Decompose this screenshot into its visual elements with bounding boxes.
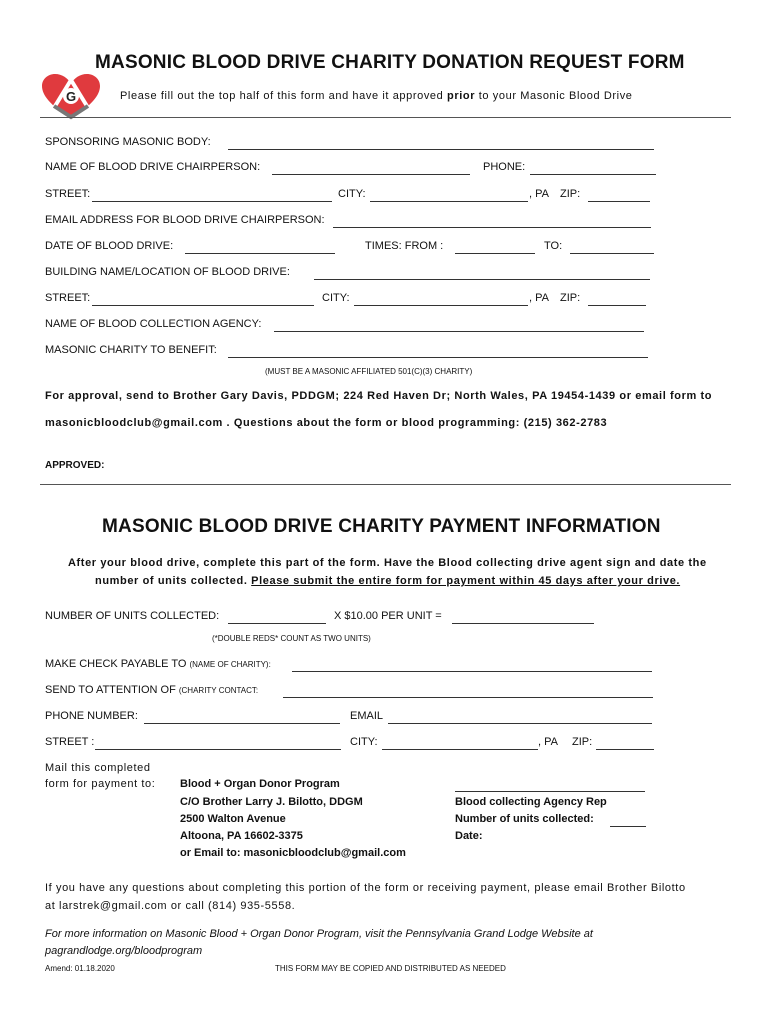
zip-label: ZIP: <box>560 188 581 200</box>
city2-label: CITY: <box>322 292 350 304</box>
street-label: STREET: <box>45 188 91 200</box>
charity-field[interactable] <box>228 344 648 358</box>
questions-line2: at larstrek@gmail.com or call (814) 935-5558. <box>45 900 296 912</box>
attention-field[interactable] <box>283 684 653 698</box>
units-collected-field[interactable] <box>610 813 646 827</box>
mail-label-line1: Mail this completed <box>45 762 151 774</box>
payment-intro-line2: number of units collected. Please submit the entire form for payment within 45 days after your drive. <box>95 575 681 587</box>
email-label: EMAIL ADDRESS FOR BLOOD DRIVE CHAIRPERSON: <box>45 214 325 226</box>
questions-line1: If you have any questions about completing this portion of the form or receiving payment, please email Brother Bilotto <box>45 882 686 894</box>
payable-label: MAKE CHECK PAYABLE TO (NAME OF CHARITY): <box>45 658 271 670</box>
payment-city-label: CITY: <box>350 736 378 748</box>
payment-intro-line1: After your blood drive, complete this part of the form. Have the Blood collecting drive agent sign and date the <box>68 557 707 569</box>
units-field[interactable] <box>228 610 326 624</box>
payment-zip-label: ZIP: <box>572 736 593 748</box>
section-divider <box>40 484 731 485</box>
payment-city-field[interactable] <box>382 736 538 750</box>
phone-field[interactable] <box>530 161 656 175</box>
payment-email-field[interactable] <box>388 710 652 724</box>
payment-zip-field[interactable] <box>596 736 654 750</box>
form-title: MASONIC BLOOD DRIVE CHARITY DONATION REQUEST FORM <box>95 52 685 73</box>
payment-phone-label: PHONE NUMBER: <box>45 710 138 722</box>
chairperson-field[interactable] <box>272 161 470 175</box>
sponsoring-body-label: SPONSORING MASONIC BODY: <box>45 136 211 148</box>
mail-label-line2: form for payment to: <box>45 778 156 790</box>
payment-email-label: EMAIL <box>350 710 384 722</box>
street-field[interactable] <box>92 188 332 202</box>
attention-label: SEND TO ATTENTION OF (CHARITY CONTACT: <box>45 684 259 696</box>
approved-signature-field[interactable] <box>120 460 440 473</box>
date-field[interactable] <box>185 240 335 254</box>
date-label: DATE OF BLOOD DRIVE: <box>45 240 174 252</box>
mail-address-line: 2500 Walton Avenue <box>180 813 286 825</box>
agency-rep-label: Blood collecting Agency Rep <box>455 796 607 808</box>
times-to-label: TO: <box>544 240 563 252</box>
approval-instructions-line2: masonicbloodclub@gmail.com . Questions about the form or blood programming: (215) 362-2783 <box>45 417 608 429</box>
times-to-field[interactable] <box>570 240 654 254</box>
email-field[interactable] <box>333 214 651 228</box>
city-label: CITY: <box>338 188 366 200</box>
agency-field[interactable] <box>274 318 644 332</box>
chairperson-label: NAME OF BLOOD DRIVE CHAIRPERSON: <box>45 161 261 173</box>
amend-date: Amend: 01.18.2020 <box>45 964 115 973</box>
more-info-line1: For more information on Masonic Blood + Organ Donor Program, visit the Pennsylvania Grand Lodge Website at <box>45 928 593 940</box>
state2-label: , PA <box>529 292 549 304</box>
city2-field[interactable] <box>354 292 528 306</box>
zip-field[interactable] <box>588 188 650 202</box>
approval-instructions-line1: For approval, send to Brother Gary Davis, PDDGM; 224 Red Haven Dr; North Wales, PA 19454-1439 or email form to <box>45 390 713 402</box>
rate-label: X $10.00 PER UNIT = <box>334 610 442 622</box>
city-field[interactable] <box>370 188 528 202</box>
masonic-heart-logo <box>40 73 102 121</box>
street2-label: STREET: <box>45 292 91 304</box>
payment-phone-field[interactable] <box>144 710 340 724</box>
units-collected-label: Number of units collected: <box>455 813 594 825</box>
agency-label: NAME OF BLOOD COLLECTION AGENCY: <box>45 318 262 330</box>
units-label: NUMBER OF UNITS COLLECTED: <box>45 610 220 622</box>
header-instruction: Please fill out the top half of this form and have it approved prior to your Masonic Blood Drive <box>120 90 633 102</box>
charity-label: MASONIC CHARITY TO BENEFIT: <box>45 344 217 356</box>
agency-rep-signature-field[interactable] <box>455 778 645 792</box>
zip2-label: ZIP: <box>560 292 581 304</box>
charity-note: (MUST BE A MASONIC AFFILIATED 501(C)(3) CHARITY) <box>265 367 473 376</box>
svg-text:G: G <box>65 89 77 104</box>
payable-field[interactable] <box>292 658 652 672</box>
mail-address-email: or Email to: masonicbloodclub@gmail.com <box>180 847 406 859</box>
payment-street-field[interactable] <box>95 736 341 750</box>
payment-title: MASONIC BLOOD DRIVE CHARITY PAYMENT INFORMATION <box>102 516 661 537</box>
payment-street-label: STREET : <box>45 736 95 748</box>
more-info-line2: pagrandlodge.org/bloodprogram <box>45 945 203 957</box>
street2-field[interactable] <box>92 292 314 306</box>
mail-address-line: Blood + Organ Donor Program <box>180 778 340 790</box>
phone-label: PHONE: <box>483 161 526 173</box>
payment-state-label: , PA <box>538 736 558 748</box>
double-reds-note: (*DOUBLE REDS* COUNT AS TWO UNITS) <box>212 634 371 643</box>
mail-address-line: Altoona, PA 16602-3375 <box>180 830 303 842</box>
sponsoring-body-field[interactable] <box>228 136 654 150</box>
header-divider <box>40 117 731 118</box>
rep-date-label: Date: <box>455 830 483 842</box>
building-field[interactable] <box>314 266 650 280</box>
mail-address-line: C/O Brother Larry J. Bilotto, DDGM <box>180 796 363 808</box>
approved-label: APPROVED: <box>45 460 105 471</box>
total-field[interactable] <box>452 610 594 624</box>
times-from-label: TIMES: FROM : <box>365 240 444 252</box>
building-label: BUILDING NAME/LOCATION OF BLOOD DRIVE: <box>45 266 290 278</box>
times-from-field[interactable] <box>455 240 535 254</box>
copy-note: THIS FORM MAY BE COPIED AND DISTRIBUTED AS NEEDED <box>275 964 506 973</box>
state-label: , PA <box>529 188 549 200</box>
zip2-field[interactable] <box>588 292 646 306</box>
